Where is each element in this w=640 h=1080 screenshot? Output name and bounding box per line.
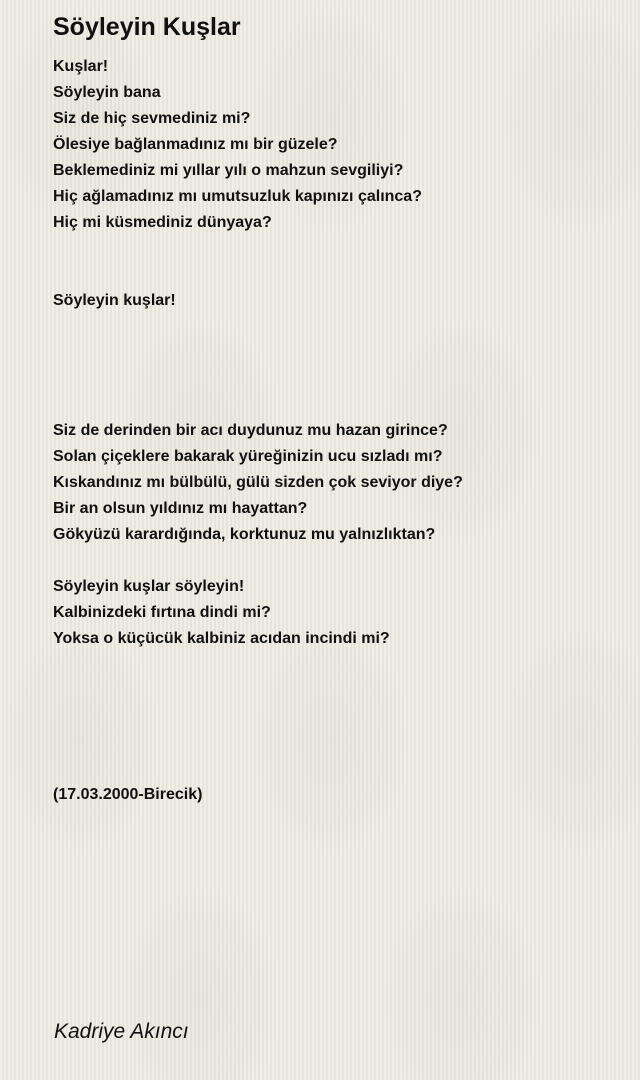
stanza-gap (53, 314, 613, 340)
poem-line: Gökyüzü karardığında, korktunuz mu yalnızlıktan? (53, 526, 436, 543)
stanza-gap (53, 678, 613, 704)
stanza-gap (53, 652, 613, 678)
stanza-gap (53, 366, 613, 392)
stanza-gap (53, 236, 613, 262)
stanza-gap (53, 548, 613, 574)
poem-line: Söyleyin bana (53, 84, 161, 101)
poem-refrain: Söyleyin kuşlar! (53, 292, 176, 309)
stanza-gap (53, 262, 613, 288)
poem-line: Kuşlar! (53, 58, 109, 75)
poem-line: Söyleyin kuşlar söyleyin! (53, 578, 245, 595)
stanza-gap (53, 756, 613, 782)
poem-line: Yoksa o küçücük kalbiniz acıdan incindi mi? (53, 630, 390, 647)
author-signature: Kadriye Akıncı (54, 1020, 189, 1043)
poem-date-place: (17.03.2000-Birecik) (53, 786, 203, 803)
poem-line: Hiç ağlamadınız mı umutsuzluk kapınızı çalınca? (53, 188, 422, 205)
poem-body (53, 54, 613, 808)
poem-line: Bir an olsun yıldınız mı hayattan? (53, 500, 308, 517)
poem-line: Ölesiye bağlanmadınız mı bir güzele? (53, 136, 338, 153)
poem-line: Solan çiçeklere bakarak yüreğinizin ucu sızladı mı? (53, 448, 443, 465)
stanza-gap (53, 340, 613, 366)
poem-line: Siz de derinden bir acı duydunuz mu hazan girince? (53, 422, 448, 439)
poem-line: Hiç mi küsmediniz dünyaya? (53, 214, 272, 231)
stanza-gap (53, 392, 613, 418)
poem-line: Kıskandınız mı bülbülü, gülü sizden çok seviyor diye? (53, 474, 463, 491)
poem-line: Kalbinizdeki fırtına dindi mi? (53, 604, 271, 621)
stanza-gap (53, 730, 613, 756)
poem-line: Siz de hiç sevmediniz mi? (53, 110, 251, 127)
poem-line: Beklemediniz mi yıllar yılı o mahzun sevgiliyi? (53, 162, 404, 179)
stanza-gap (53, 704, 613, 730)
poem-title: Söyleyin Kuşlar (53, 13, 241, 41)
